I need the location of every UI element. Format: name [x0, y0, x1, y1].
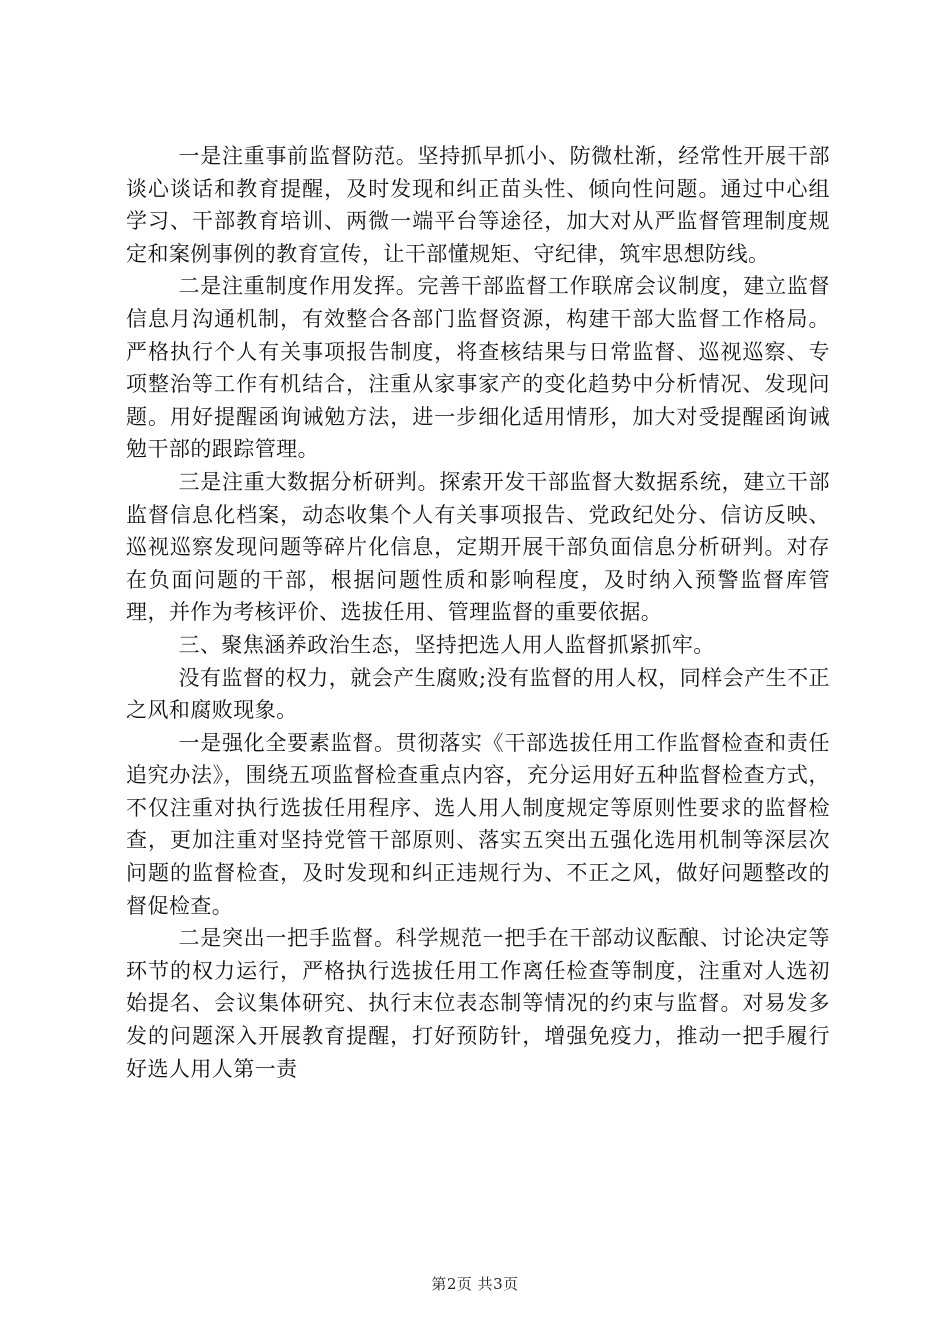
- paragraph-system-role: 二是注重制度作用发挥。完善干部监督工作联席会议制度，建立监督信息月沟通机制，有效整合各部门监督资源，构建干部大监督工作格局。严格执行个人有关事项报告制度，将查核结果与日常监督、巡视巡察、专项整治等工作有机结合，注重从家事家产的变化趋势中分析情况、发现问题。用好提醒函询诫勉方法，进一步细化适用情形，加大对受提醒函询诫勉干部的跟踪管理。: [126, 274, 830, 462]
- paragraph-full-element: 一是强化全要素监督。贯彻落实《干部选拔任用工作监督检查和责任追究办法》，围绕五项监督检查重点内容，充分运用好五种监督检查方式，不仅注重对执行选拔任用程序、选人用人制度规定等原则性要求的监督检查，更加注重对坚持党管干部原则、落实五突出五强化选用机制等深层次问题的监督检查，及时发现和纠正违规行为、不正之风，做好问题整改的督促检查。: [126, 730, 830, 918]
- paragraph-power-supervision: 没有监督的权力，就会产生腐败;没有监督的用人权，同样会产生不正之风和腐败现象。: [126, 665, 830, 723]
- section-heading-three: 三、聚焦涵养政治生态，坚持把选人用人监督抓紧抓牢。: [178, 632, 715, 657]
- paragraph-top-leader: 二是突出一把手监督。科学规范一把手在干部动议酝酿、讨论决定等环节的权力运行，严格执行选拔任用工作离任检查等制度，注重对人选初始提名、会议集体研究、执行末位表态制等情况的约束与监督。对易发多发的问题深入开展教育提醒，打好预防针，增强免疫力，推动一把手履行好选人用人第一责: [126, 926, 830, 1081]
- page-number-footer: 第2页 共3页: [431, 1275, 519, 1293]
- paragraph-pre-supervision: 一是注重事前监督防范。坚持抓早抓小、防微杜渐，经常性开展干部谈心谈话和教育提醒，及时发现和纠正苗头性、倾向性问题。通过中心组学习、干部教育培训、两微一端平台等途径，加大对从严监督管理制度规定和案例事例的教育宣传，让干部懂规矩、守纪律，筑牢思想防线。: [126, 144, 830, 266]
- document-body: [126, 140, 830, 1085]
- paragraph-big-data: 三是注重大数据分析研判。探索开发干部监督大数据系统，建立干部监督信息化档案，动态收集个人有关事项报告、党政纪处分、信访反映、巡视巡察发现问题等碎片化信息，定期开展干部负面信息分析研判。对存在负面问题的干部，根据问题性质和影响程度，及时纳入预警监督库管理，并作为考核评价、选拔任用、管理监督的重要依据。: [126, 469, 830, 625]
